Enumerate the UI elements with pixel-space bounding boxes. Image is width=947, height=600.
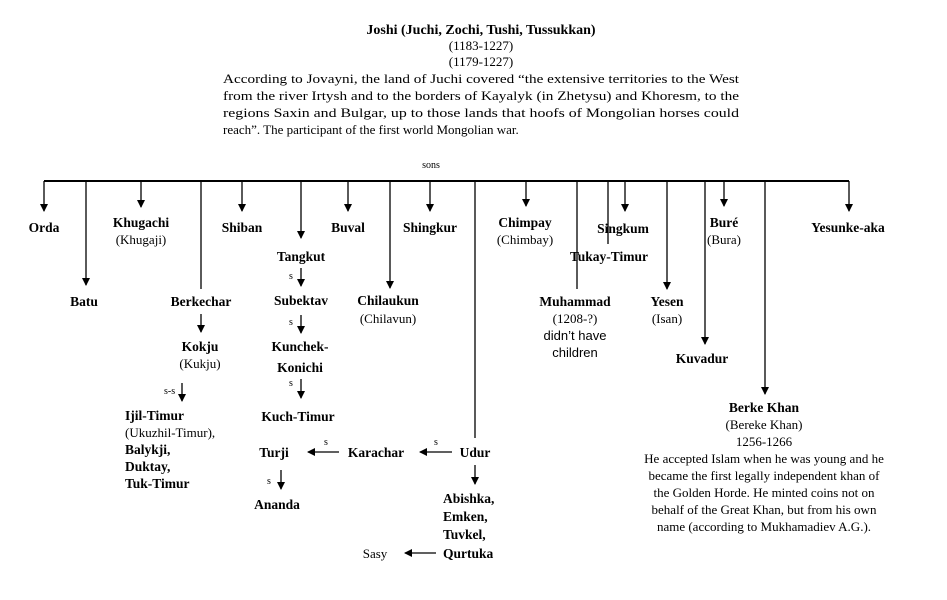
relation-label-s: s	[324, 437, 328, 448]
person-chilaukun: Chilaukun	[357, 293, 419, 308]
person-berke-alt: (Bereke Khan)	[725, 417, 803, 432]
person-bure: Buré	[709, 215, 739, 230]
person-ijil-timur: Ijil-Timur	[125, 408, 185, 423]
person-yesen: Yesen	[650, 294, 684, 309]
person-batu: Batu	[70, 294, 98, 309]
person-muhammad: Muhammad	[539, 294, 611, 309]
person-turji: Turji	[259, 445, 289, 460]
person-yesunke: Yesunke-aka	[811, 220, 885, 235]
relation-label-ss: s-s	[164, 386, 176, 397]
sons-label: sons	[422, 160, 440, 171]
person-berke-note-2: became the first legally independent khan of	[648, 468, 880, 483]
person-orda: Orda	[28, 220, 60, 235]
person-udur: Udur	[459, 445, 491, 460]
person-kunchek-line-1: Kunchek-	[271, 339, 329, 354]
root-description-line-3: regions Saxin and Bulgar, up to those lands that hoofs of Mongolian horses could	[223, 105, 740, 120]
relation-label-s: s	[434, 437, 438, 448]
person-berke-years: 1256-1266	[735, 434, 793, 449]
person-buval: Buval	[331, 220, 365, 235]
person-berke-note-4: behalf of the Great Khan, but from his own	[651, 502, 877, 517]
root-years-2: (1179-1227)	[448, 54, 514, 69]
person-karachar: Karachar	[347, 445, 405, 460]
person-sasy: Sasy	[362, 546, 388, 561]
person-shingkur: Shingkur	[402, 220, 458, 235]
person-chimpay-alt: (Chimbay)	[496, 232, 554, 247]
person-yesen-alt: (Isan)	[651, 311, 683, 326]
person-kunchek-line-2: Konichi	[277, 360, 323, 375]
person-shiban: Shiban	[221, 220, 263, 235]
person-kuch-timur: Kuch-Timur	[261, 409, 335, 424]
root-description-line-4: reach”. The participant of the first world Mongolian war.	[223, 122, 519, 137]
relation-label-s: s	[289, 317, 293, 328]
person-khugachi: Khugachi	[112, 215, 170, 230]
person-tuk-timur: Tuk-Timur	[125, 476, 190, 491]
root-years-1: (1183-1227)	[448, 38, 514, 53]
person-tuvkel: Tuvkel,	[443, 527, 486, 542]
person-ananda: Ananda	[254, 497, 300, 512]
person-singkum: Singkum	[597, 221, 649, 236]
person-kokju: Kokju	[181, 339, 219, 354]
person-emken: Emken,	[443, 509, 488, 524]
person-berke-note-1: He accepted Islam when he was young and he	[644, 451, 884, 466]
person-tukay-timur: Tukay-Timur	[569, 249, 649, 264]
person-muhammad-years: (1208-?)	[552, 311, 598, 326]
person-muhammad-note-2: children	[552, 345, 598, 360]
person-bure-alt: (Bura)	[707, 232, 741, 247]
person-ijil-timur-alt: (Ukuzhil-Timur),	[125, 425, 216, 440]
person-berke: Berke Khan	[728, 400, 800, 415]
person-muhammad-note-1: didn’t have	[543, 328, 607, 343]
person-chimpay: Chimpay	[498, 215, 552, 230]
root-description-line-1: According to Jovayni, the land of Juchi covered “the extensive territories to the West	[223, 71, 740, 86]
person-tangkut: Tangkut	[276, 249, 326, 264]
person-kuvadur: Kuvadur	[675, 351, 729, 366]
root-description-line-2: from the river Irtysh and to the borders of Kayalyk (in Zhetysu) and Khoresm, to the	[223, 88, 740, 103]
person-berke-note-3: the Golden Horde. He minted coins not on	[653, 485, 875, 500]
person-chilaukun-alt: (Chilavun)	[359, 311, 417, 326]
person-berkechar: Berkechar	[170, 294, 232, 309]
relation-label-s: s	[289, 271, 293, 282]
relation-label-s: s	[267, 476, 271, 487]
person-khugachi-alt: (Khugaji)	[115, 232, 167, 247]
person-abishka: Abishka,	[443, 491, 495, 506]
person-qurtuka: Qurtuka	[443, 546, 494, 561]
relation-label-s: s	[289, 378, 293, 389]
person-balykji: Balykji,	[125, 442, 171, 457]
person-berke-note-5: name (according to Mukhamadiev A.G.).	[656, 519, 872, 534]
person-kokju-alt: (Kukju)	[179, 356, 221, 371]
person-duktay: Duktay,	[125, 459, 171, 474]
root-title: Joshi (Juchi, Zochi, Tushi, Tussukkan)	[366, 23, 596, 38]
person-subektav: Subektav	[273, 293, 329, 308]
